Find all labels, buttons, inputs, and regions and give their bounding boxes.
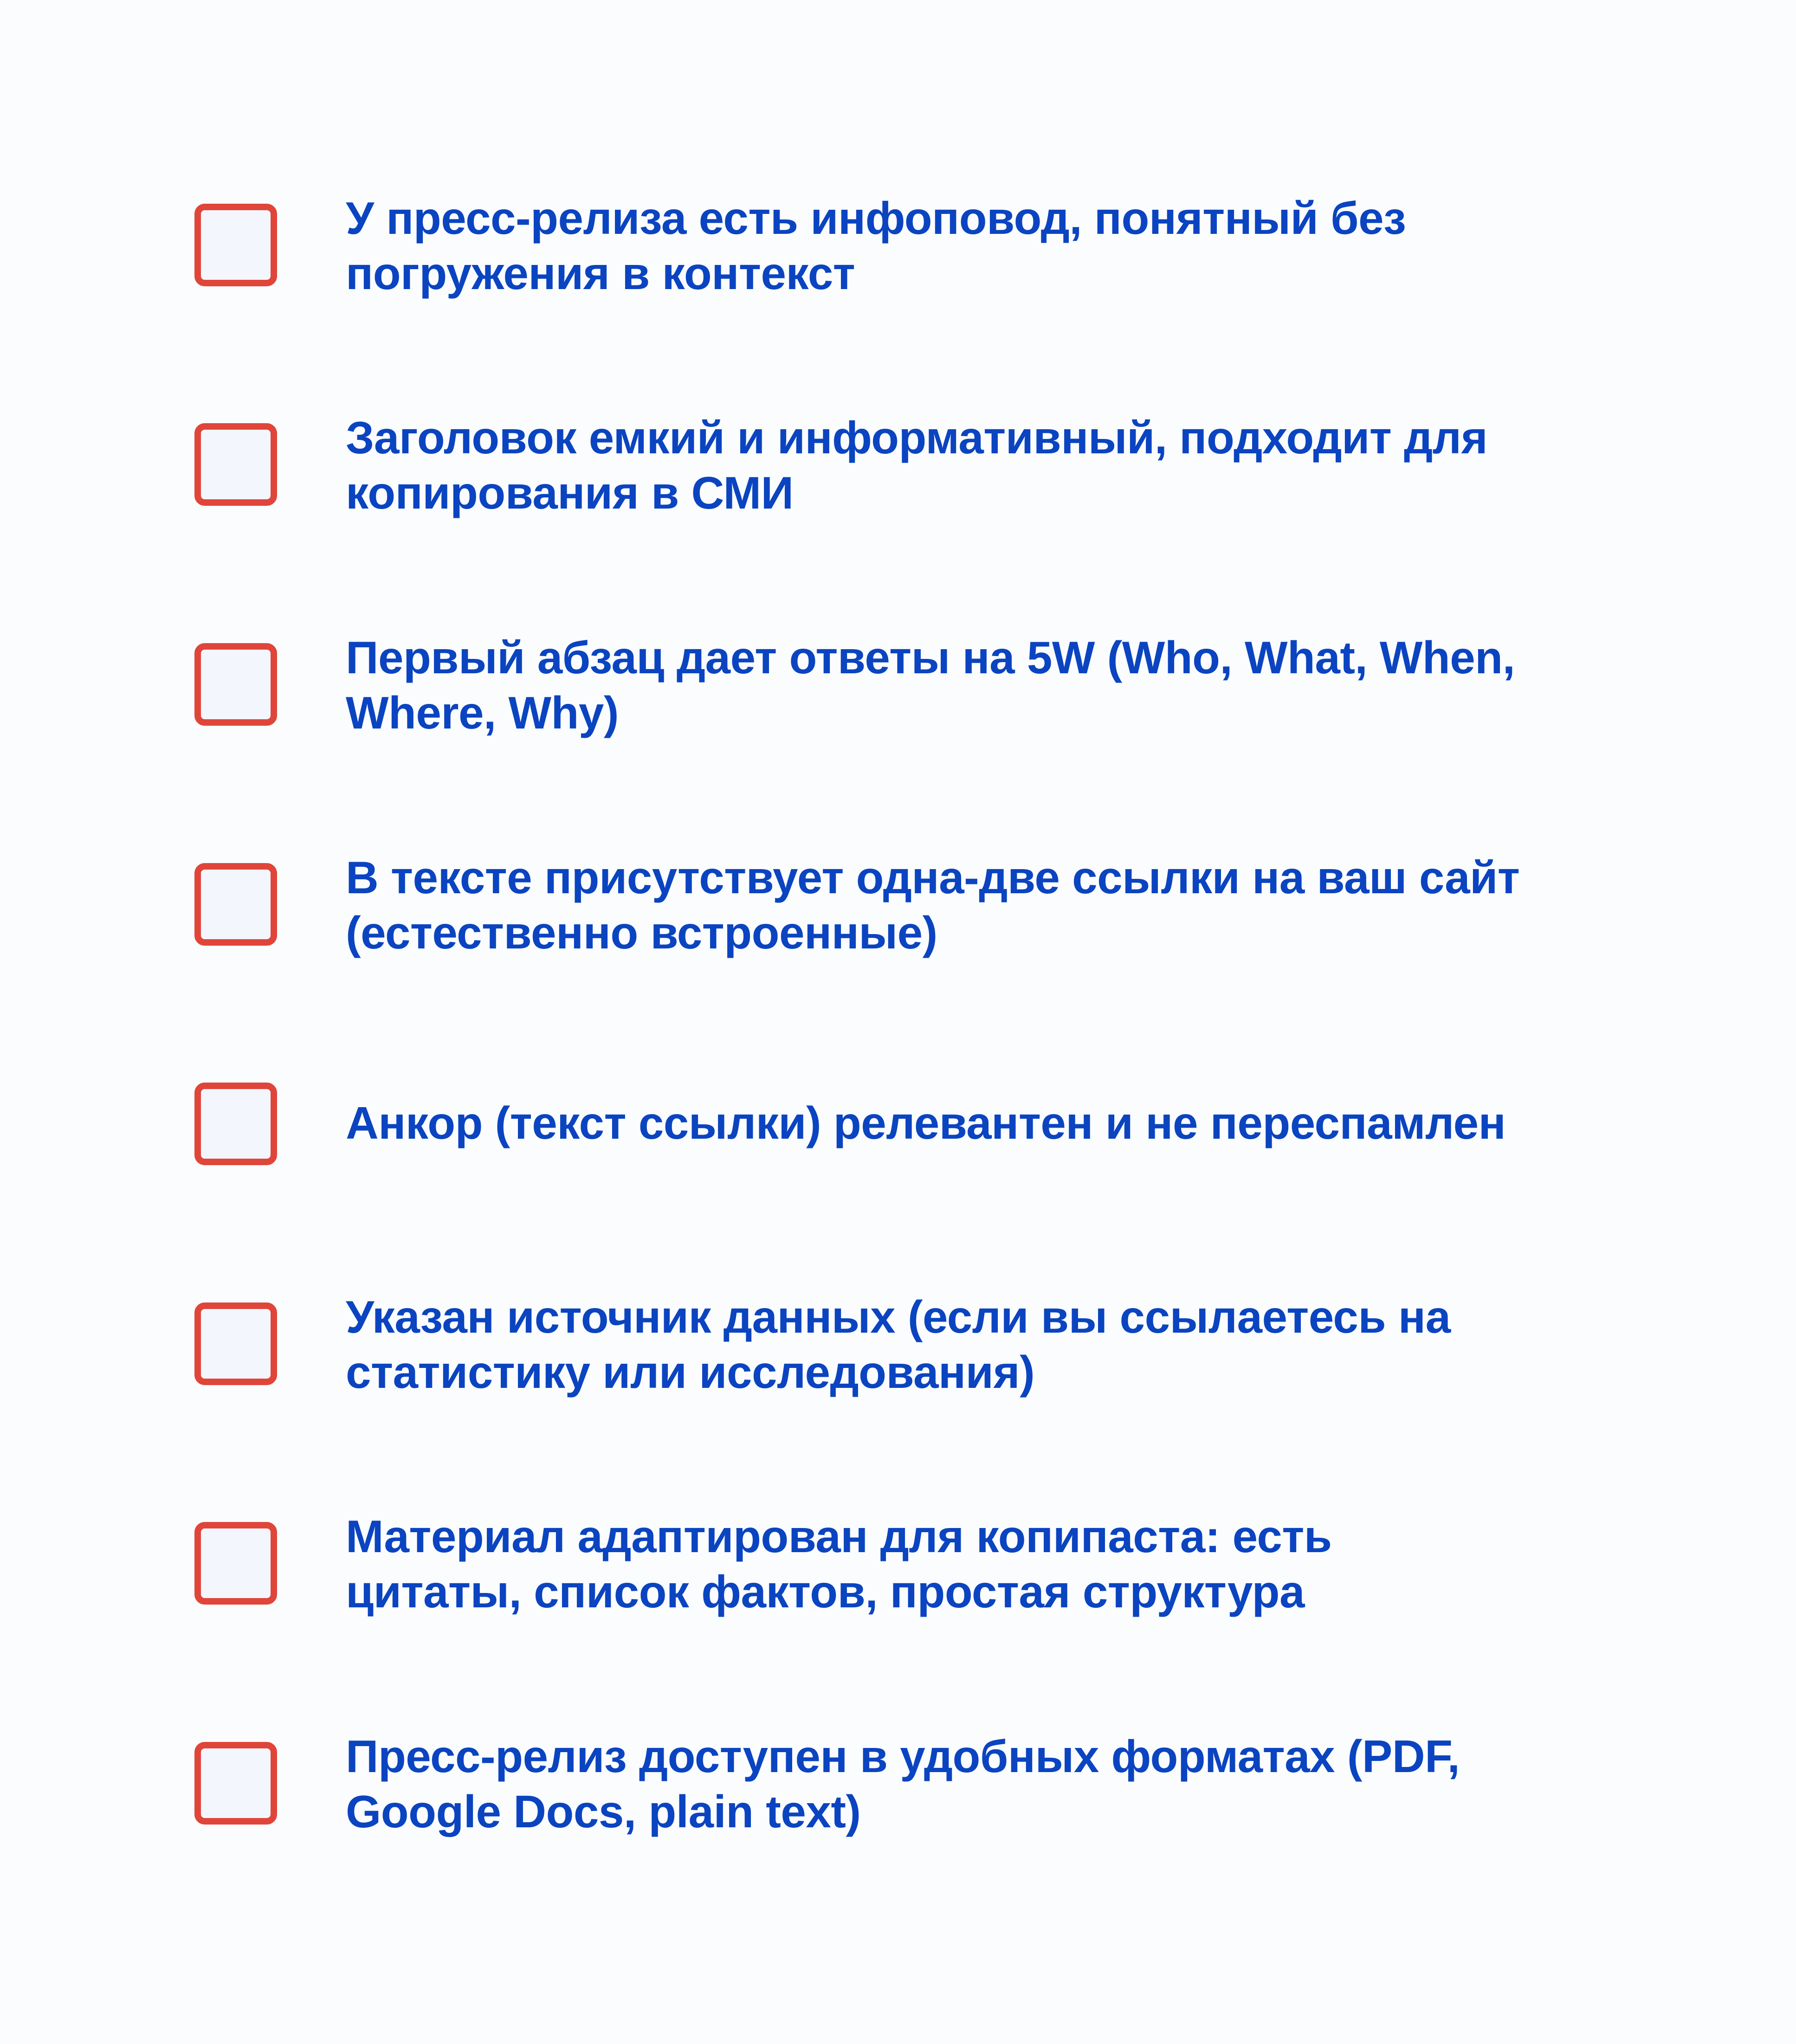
checklist-item-4 — [0, 852, 1796, 996]
checkbox-7[interactable] — [194, 1522, 277, 1605]
item-label-7-line-1: Материал адаптирован для копипаста: есть — [346, 1511, 1332, 1562]
item-label-3 — [346, 630, 1617, 741]
item-label-2 — [346, 410, 1617, 521]
item-label-1 — [346, 191, 1617, 301]
checkbox-6[interactable] — [194, 1302, 277, 1385]
item-label-5 — [346, 1096, 1617, 1151]
item-label-6-line-1: Указан источник данных (если вы ссылаетесь на — [346, 1291, 1451, 1342]
item-label-1-line-2: погружения в контекст — [346, 248, 855, 299]
checkbox-1[interactable] — [194, 204, 277, 286]
item-label-7 — [346, 1509, 1617, 1619]
checklist-item-6 — [0, 1291, 1796, 1435]
checkbox-8[interactable] — [194, 1742, 277, 1825]
item-label-5-line-1: Анкор (текст ссылки) релевантен и не переспамлен — [346, 1097, 1506, 1148]
checklist-item-7 — [0, 1511, 1796, 1655]
item-label-4 — [346, 850, 1617, 961]
checklist-item-2 — [0, 412, 1796, 556]
item-label-4-line-2: (естественно встроенные) — [346, 907, 937, 958]
item-label-8 — [346, 1729, 1617, 1839]
checklist-item-5 — [0, 1076, 1796, 1215]
item-label-4-line-1: В тексте присутствует одна-две ссылки на ваш сайт — [346, 852, 1520, 903]
item-label-6-line-2: статистику или исследования) — [346, 1347, 1035, 1398]
checklist-item-1 — [0, 193, 1796, 336]
item-label-3-line-1: Первый абзац дает ответы на 5W (Who, What, When, — [346, 632, 1515, 683]
checkbox-3[interactable] — [194, 643, 277, 726]
item-label-7-line-2: цитаты, список фактов, простая структура — [346, 1566, 1305, 1617]
checklist-item-3 — [0, 632, 1796, 776]
item-label-2-line-2: копирования в СМИ — [346, 467, 794, 518]
item-label-8-line-2: Google Docs, plain text) — [346, 1786, 861, 1837]
checkbox-4[interactable] — [194, 863, 277, 946]
checklist-item-8 — [0, 1731, 1796, 1875]
item-label-2-line-1: Заголовок емкий и информативный, подходит для — [346, 412, 1488, 463]
item-label-8-line-1: Пресс-релиз доступен в удобных форматах (PDF, — [346, 1731, 1460, 1782]
item-label-1-line-1: У пресс-релиза есть инфоповод, понятный без — [346, 193, 1406, 244]
item-label-6 — [346, 1290, 1617, 1400]
checkbox-5[interactable] — [194, 1083, 277, 1165]
item-label-3-line-2: Where, Why) — [346, 687, 619, 738]
checkbox-2[interactable] — [194, 423, 277, 506]
